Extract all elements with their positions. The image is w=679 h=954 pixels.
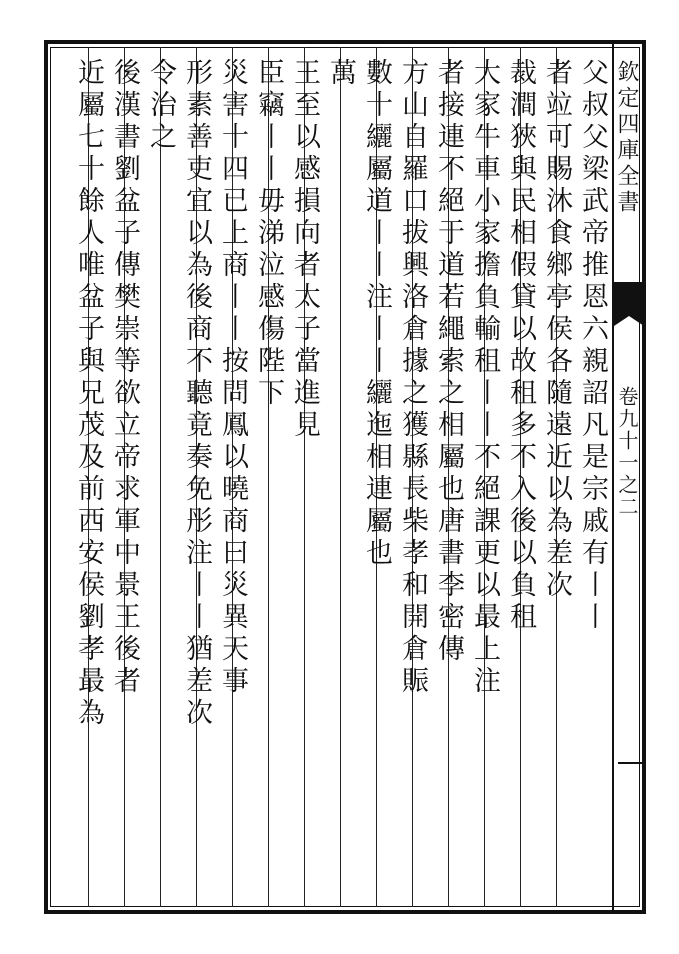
- text-column-8: 萬: [325, 58, 356, 90]
- text-column-4: 大家牛車小家擔負輸租丨丨不絕課更以最上注: [469, 58, 500, 698]
- text-column-7: 數十纚屬道丨丨注丨丨纚迤相連屬也: [361, 58, 392, 570]
- text-column-9: 王至以感損向者太子當進見: [289, 58, 320, 442]
- text-column-1: 父叔父梁武帝推恩六親詔凡是宗戚有丨丨: [577, 58, 608, 634]
- text-column-11: 災害十四已上商丨丨按問鳳以曉商曰災異天事: [217, 58, 248, 698]
- folio-mark: [618, 762, 642, 764]
- text-column-12: 形素善吏宜以為後商不聽竟奏免彤注丨丨猶差次: [181, 58, 212, 730]
- volume-label: 卷九十一之二: [615, 386, 639, 518]
- text-column-2: 者竝可賜沐食鄉亭侯各隨遠近以為差次: [541, 58, 572, 602]
- text-column-13: 令治之: [145, 58, 176, 154]
- text-column-3: 裁澗狹與民相假貸以故租多不入後以負租: [505, 58, 536, 634]
- fishtail-mark-icon: [614, 282, 644, 316]
- text-column-10: 臣竊丨丨毋涕泣感傷陛下: [253, 58, 284, 410]
- text-column-17: [52, 58, 53, 898]
- text-column-15: 近屬七十餘人唯盆子與兄茂及前西安侯劉孝最為: [73, 58, 104, 730]
- text-column-14: 後漢書劉盆子傳樊崇等欲立帝求軍中景王後者: [109, 58, 140, 698]
- text-column-6: 方山自羅口拔興洛倉據之獲縣長柴孝和開倉賑: [397, 58, 428, 698]
- text-column-5: 者接連不絕于道若繩索之相屬也唐書李密傳: [433, 58, 464, 666]
- book-title: 欽定四庫全書: [614, 60, 639, 216]
